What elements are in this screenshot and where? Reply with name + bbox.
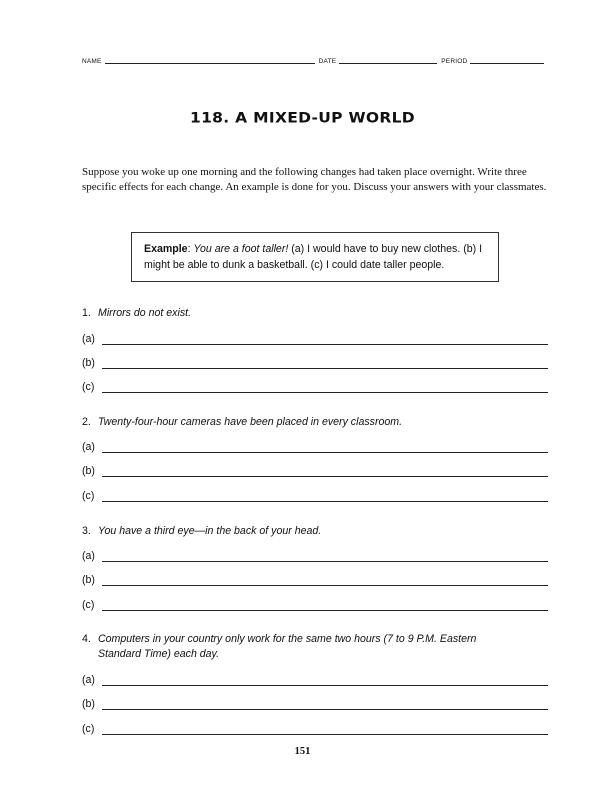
date-label: DATE bbox=[318, 58, 337, 65]
example-box bbox=[131, 232, 499, 282]
question-number: 1. bbox=[82, 307, 91, 319]
question-text: You have a third eye—in the back of your head. bbox=[98, 525, 322, 537]
example-prompt: You are a foot taller! bbox=[193, 243, 289, 255]
name-label: NAME bbox=[82, 58, 102, 65]
answer-1a[interactable] bbox=[82, 331, 548, 345]
page-title: 118. A MIXED-UP WORLD bbox=[190, 109, 415, 127]
example-label: Example bbox=[144, 243, 188, 255]
page-number: 151 bbox=[294, 746, 311, 757]
answer-3a[interactable] bbox=[82, 548, 548, 562]
answer-4b[interactable] bbox=[82, 696, 548, 710]
answer-label: (a) bbox=[82, 674, 95, 686]
question-text: Twenty-four-hour cameras have been placed in every classroom. bbox=[98, 416, 403, 428]
answer-line[interactable] bbox=[102, 577, 548, 586]
answer-label: (b) bbox=[82, 357, 95, 369]
answer-line[interactable] bbox=[102, 468, 548, 477]
answer-label: (c) bbox=[82, 723, 95, 735]
answer-line[interactable] bbox=[102, 726, 548, 735]
question-2 bbox=[82, 415, 402, 430]
answer-line[interactable] bbox=[102, 701, 548, 710]
answer-4c[interactable] bbox=[82, 721, 548, 735]
answer-label: (b) bbox=[82, 698, 95, 710]
name-field[interactable] bbox=[105, 55, 315, 64]
answer-label: (c) bbox=[82, 490, 95, 502]
student-info-header bbox=[82, 53, 548, 65]
question-number: 2. bbox=[82, 416, 91, 428]
answer-label: (c) bbox=[82, 381, 95, 393]
answer-3b[interactable] bbox=[82, 572, 548, 586]
question-text: Mirrors do not exist. bbox=[98, 307, 192, 319]
answer-label: (a) bbox=[82, 550, 95, 562]
question-1 bbox=[82, 306, 191, 321]
answer-line[interactable] bbox=[102, 677, 548, 686]
question-number: 3. bbox=[82, 525, 91, 537]
answer-line[interactable] bbox=[102, 602, 548, 611]
answer-label: (b) bbox=[82, 574, 95, 586]
example-colon: : bbox=[187, 243, 191, 255]
answer-label: (a) bbox=[82, 441, 95, 453]
answer-label: (a) bbox=[82, 333, 95, 345]
answer-label: (b) bbox=[82, 465, 95, 477]
example-answer: (a) I would have to buy new clothes. (b) I might be able to dunk a basketball. (c) I could date taller people. bbox=[144, 243, 483, 271]
answer-1c[interactable] bbox=[82, 379, 548, 393]
answer-4a[interactable] bbox=[82, 672, 548, 686]
answer-3c[interactable] bbox=[82, 597, 548, 611]
answer-line[interactable] bbox=[102, 493, 548, 502]
answer-1b[interactable] bbox=[82, 355, 548, 369]
answer-2c[interactable] bbox=[82, 488, 548, 502]
answer-line[interactable] bbox=[102, 360, 548, 369]
period-label: PERIOD bbox=[441, 58, 468, 65]
date-field[interactable] bbox=[339, 55, 437, 64]
question-text: Computers in your country only work for the same two hours (7 to 9 P.M. Eastern Standard Time) each day. bbox=[98, 633, 477, 660]
answer-label: (c) bbox=[82, 599, 95, 611]
answer-line[interactable] bbox=[102, 444, 548, 453]
answer-line[interactable] bbox=[102, 336, 548, 345]
question-4 bbox=[82, 632, 542, 662]
period-field[interactable] bbox=[470, 55, 544, 64]
instructions: Suppose you woke up one morning and the following changes had taken place overnight. Write three specific effects for each change. An example is done for you. Discuss your answers with your classmates. bbox=[82, 166, 547, 193]
answer-2a[interactable] bbox=[82, 439, 548, 453]
answer-line[interactable] bbox=[102, 384, 548, 393]
question-3 bbox=[82, 524, 321, 539]
answer-line[interactable] bbox=[102, 553, 548, 562]
question-number: 4. bbox=[82, 633, 91, 645]
answer-2b[interactable] bbox=[82, 463, 548, 477]
